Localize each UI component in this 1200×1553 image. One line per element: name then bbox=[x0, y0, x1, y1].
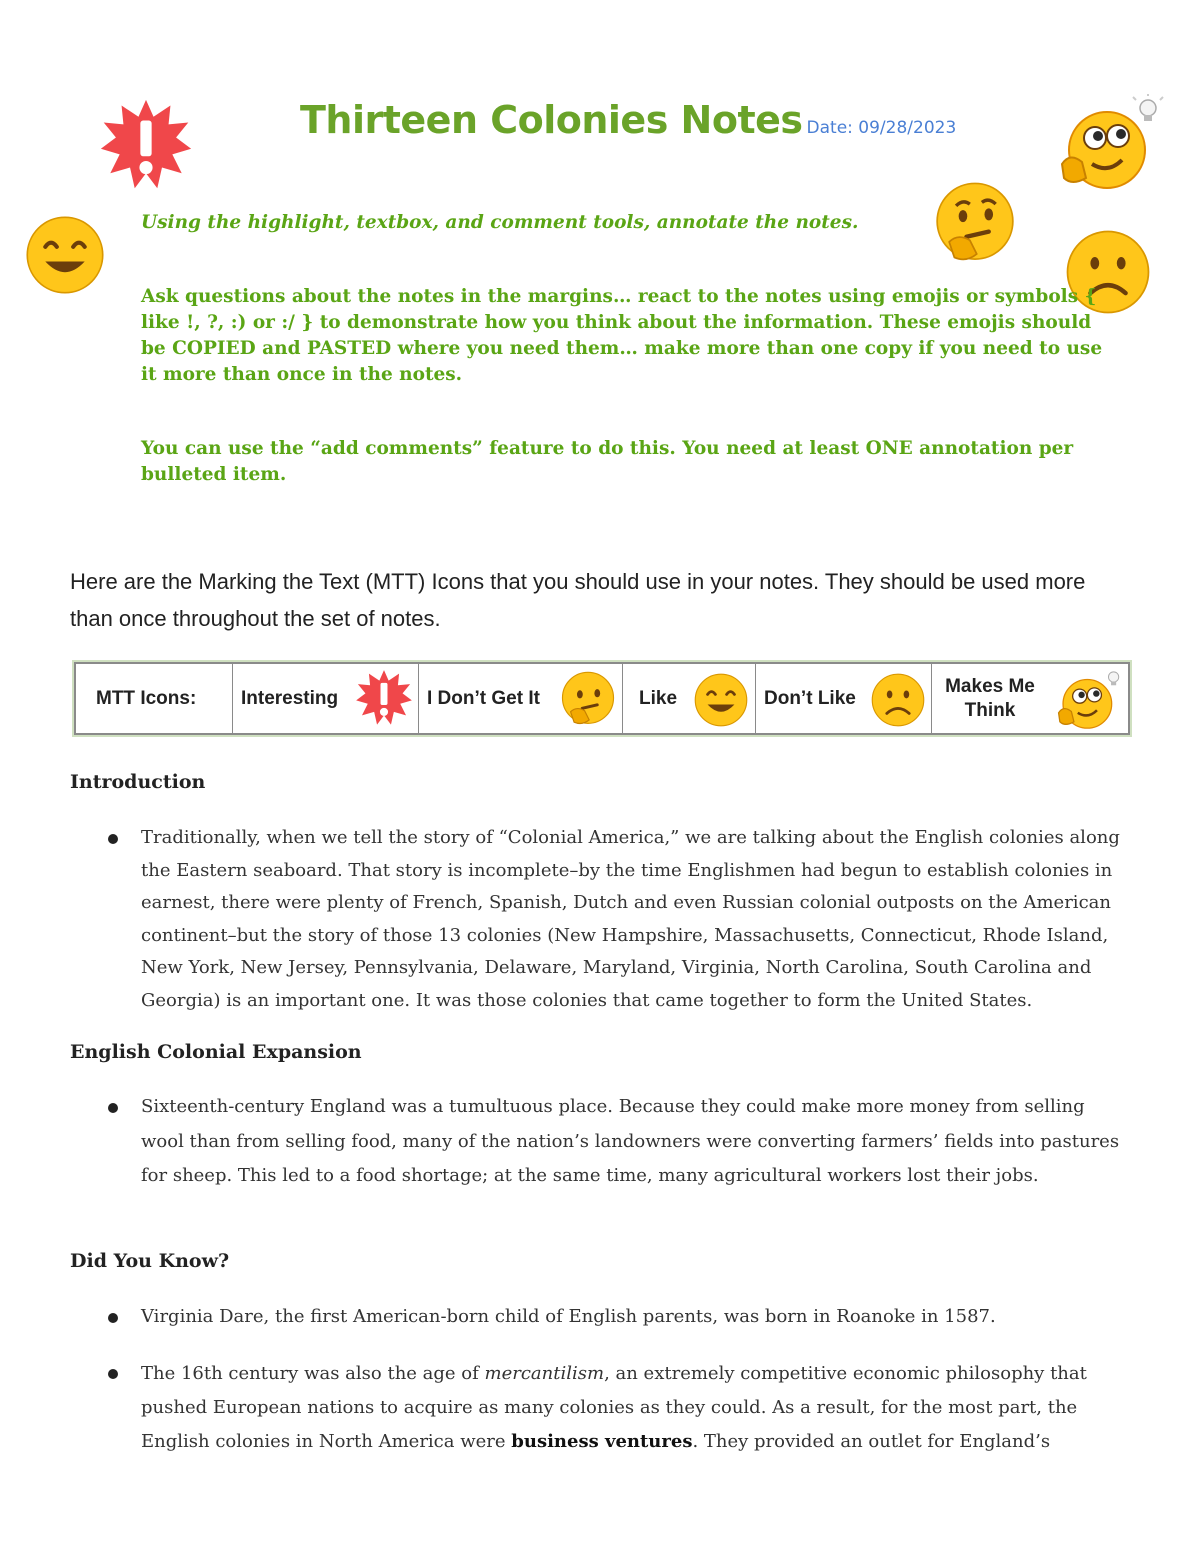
smiling-face-icon bbox=[693, 672, 749, 728]
mtt-intro-text: Here are the Marking the Text (MTT) Icons that you should use in your notes. They should be used more than once throughout the set of notes. bbox=[70, 569, 1086, 631]
mercantilism-term: mercantilism bbox=[484, 1363, 605, 1384]
mtt-label-dont-get-it: I Don’t Get It bbox=[427, 687, 540, 709]
document-date: Date: 09/28/2023 bbox=[806, 118, 957, 138]
mtt-label-makes-me-think-line1: Makes Me bbox=[945, 675, 1035, 697]
mercantilism-text-c: . They provided an outlet for England’s bbox=[692, 1431, 1051, 1452]
mtt-label-like: Like bbox=[639, 687, 678, 709]
bullet-dot bbox=[108, 1313, 118, 1323]
business-ventures-term: business ventures bbox=[511, 1431, 693, 1452]
mtt-label-makes-me-think bbox=[932, 675, 1048, 723]
mtt-icons-table bbox=[74, 662, 1130, 735]
page-title: Thirteen Colonies Notes bbox=[300, 98, 803, 142]
exclamation-burst-icon bbox=[98, 98, 194, 192]
instruction-paragraph: Ask questions about the notes in the margins… react to the notes using emojis or symbols { like !, ?, :) or :/ } to demonstrate how you think about the information. These emojis should be COPIED and PASTED where you need them… make more than one copy if you need to use it more than once in the notes. bbox=[141, 286, 1103, 385]
mtt-header-label: MTT Icons: bbox=[96, 687, 197, 709]
instruction-line: Using the highlight, textbox, and comment tools, annotate the notes. bbox=[141, 212, 859, 233]
section-heading-did-you-know: Did You Know? bbox=[70, 1250, 230, 1272]
thinking-face-icon bbox=[559, 670, 617, 728]
bullet-dot bbox=[108, 1103, 118, 1113]
bullet-mercantilism bbox=[141, 1357, 1126, 1459]
mtt-header-cell bbox=[76, 664, 233, 733]
bullet-dot bbox=[108, 1369, 118, 1379]
exclamation-burst-icon bbox=[355, 668, 413, 728]
lightbulb-idea-face-icon bbox=[1052, 668, 1124, 732]
section-heading-expansion: English Colonial Expansion bbox=[70, 1041, 362, 1063]
mtt-cell-dont-like bbox=[756, 664, 932, 733]
section-heading-introduction: Introduction bbox=[70, 771, 206, 793]
bullet-expansion: Sixteenth-century England was a tumultuous place. Because they could make more money from selling wool than from selling food, many of the nation’s landowners were converting farmers’ fields into pastures for sheep. This led to a food shortage; at the same time, many agricultural workers lost their jobs. bbox=[141, 1096, 1120, 1186]
bullet-virginia-dare: Virginia Dare, the first American-born child of English parents, was born in Roanoke in 1587. bbox=[141, 1306, 996, 1327]
bullet-dot bbox=[108, 834, 118, 844]
mercantilism-text-b: , an extremely competitive economic philosophy that pushed European nations to acquire as many colonies as they could. As a result, for the most part, the English colonies in North America were bbox=[141, 1363, 1087, 1452]
title-row bbox=[300, 98, 956, 142]
mtt-cell-interesting bbox=[233, 664, 419, 733]
frowning-face-icon bbox=[870, 672, 926, 728]
thinking-face-icon bbox=[932, 180, 1018, 266]
mtt-cell-like bbox=[623, 664, 756, 733]
mercantilism-text-a: The 16th century was also the age of bbox=[141, 1363, 485, 1384]
instruction-paragraph-comments: You can use the “add comments” feature to do this. You need at least ONE annotation per bulleted item. bbox=[141, 438, 1074, 485]
mtt-label-makes-me-think-line2: Think bbox=[964, 699, 1016, 721]
lightbulb-idea-face-icon bbox=[1052, 94, 1164, 194]
mtt-label-dont-like: Don’t Like bbox=[764, 687, 856, 709]
mtt-cell-dont-get-it bbox=[419, 664, 623, 733]
smiling-face-icon bbox=[24, 214, 106, 296]
mtt-cell-makes-me-think bbox=[932, 664, 1128, 733]
bullet-introduction: Traditionally, when we tell the story of “Colonial America,” we are talking about the English colonies along the Eastern seaboard. That story is incomplete–by the time Englishmen had begun to establish colonies in earnest, there were plenty of French, Spanish, Dutch and even Russian colonial outposts on the American continent–but the story of those 13 colonies (New Hampshire, Massachusetts, Connecticut, Rhode Island, New York, New Jersey, Pennsylvania, Delaware, Maryland, Virginia, North Carolina, South Carolina and Georgia) is an important one. It was those colonies that came together to form the United States. bbox=[141, 827, 1120, 1011]
mtt-label-interesting: Interesting bbox=[241, 687, 339, 709]
